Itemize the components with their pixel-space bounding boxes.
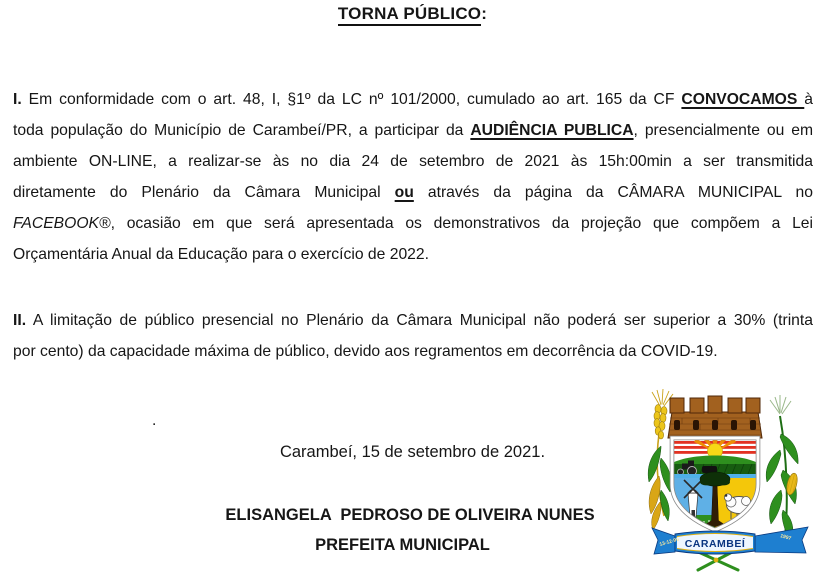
ribbon-banner <box>652 527 808 554</box>
sunrise-icon <box>672 438 758 466</box>
crown-icon <box>668 396 762 438</box>
shield <box>672 438 758 530</box>
ribbon-date-left: 13-12-95 <box>658 536 680 548</box>
page-title-colon: : <box>481 4 488 23</box>
corn-branch-icon <box>766 395 799 546</box>
date-line: Carambeí, 15 de setembro de 2021. <box>279 443 546 461</box>
page-title <box>0 4 825 24</box>
paragraph-2 <box>13 305 813 367</box>
text-line: FACEBOOK®, ocasião em que será apresentada os demonstrativos da projeção que compõem a Lei <box>13 215 813 232</box>
municipal-crest <box>642 384 820 575</box>
signature-role: PREFEITA MUNICIPAL <box>315 536 490 554</box>
text-line: II. A limitação de público presencial no Plenário da Câmara Municipal não poderá ser superior a 30% (trinta <box>13 312 813 329</box>
stray-period: . <box>152 412 157 429</box>
paragraph-1 <box>13 84 813 270</box>
text-line: por cento) da capacidade máxima de público, devido aos regramentos em decorrência da COVID-19. <box>13 343 718 360</box>
page-title-text: TORNA PÚBLICO <box>338 4 481 26</box>
ribbon-banner-text: CARAMBEÍ <box>684 538 746 550</box>
text-line: ambiente ON-LINE, a realizar-se às no dia 24 de setembro de 2021 às 15h:00min a ser transmitida <box>13 153 813 170</box>
wheat-branch-icon <box>648 389 673 530</box>
text-line: toda população do Município de Carambeí/PR, a participar da AUDIÊNCIA PUBLICA, presencialmente ou em <box>13 122 814 139</box>
signature-name: ELISANGELA PEDROSO DE OLIVEIRA NUNES <box>225 506 595 524</box>
ribbon-date-right: 1997 <box>779 533 792 542</box>
text-line: diretamente do Plenário da Câmara Municipal ou através da página da CÂMARA MUNICIPAL no <box>13 184 813 201</box>
text-line: Orçamentária Anual da Educação para o exercício de 2022. <box>13 246 429 263</box>
text-line: I. Em conformidade com o art. 48, I, §1º da LC nº 101/2000, cumulado ao art. 165 da CF CONVOCAMOS à <box>13 91 814 108</box>
